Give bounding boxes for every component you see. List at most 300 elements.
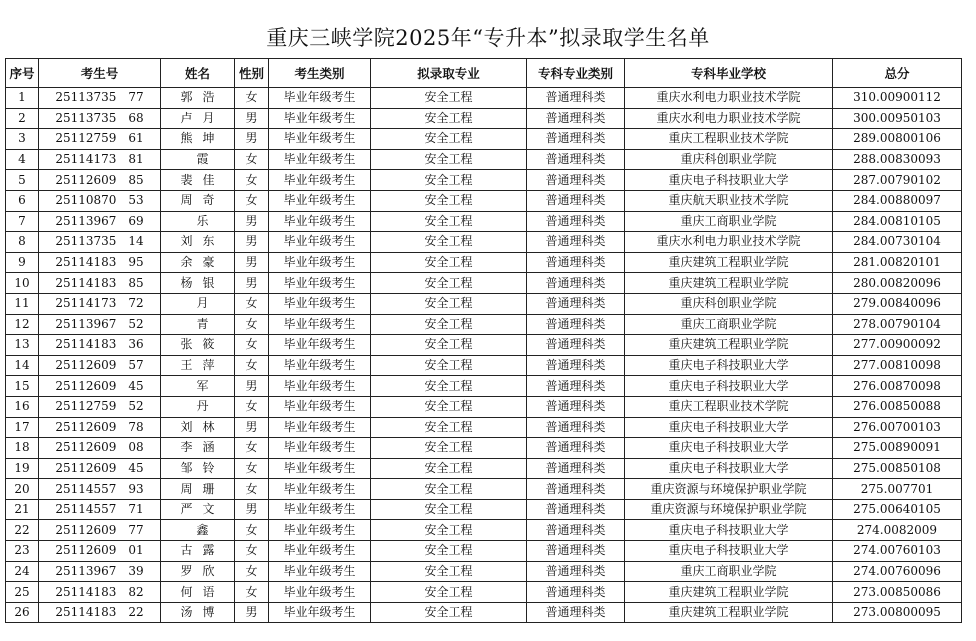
col-header-seq: 序号 — [6, 59, 39, 88]
cell-name — [161, 355, 235, 376]
cell-score: 284.00880097 — [833, 190, 962, 211]
name-given: 军 — [196, 378, 209, 393]
cell-major: 安全工程 — [371, 355, 527, 376]
redaction-mask — [193, 604, 203, 622]
name-surname: 裴 — [180, 172, 193, 187]
exam-id-head: 25114183 — [55, 584, 117, 599]
name-given: 萍 — [202, 358, 215, 373]
cell-category: 毕业年级考生 — [269, 479, 371, 500]
cell-category: 毕业年级考生 — [269, 149, 371, 170]
redaction-mask — [116, 130, 128, 148]
cell-score: 274.00760103 — [833, 541, 962, 562]
cell-score: 281.00820101 — [833, 252, 962, 273]
name-given: 铃 — [202, 460, 215, 475]
name-given: 鑫 — [196, 522, 209, 537]
name-given: 丹 — [196, 399, 209, 414]
redaction-mask — [116, 192, 128, 210]
cell-score: 276.00700103 — [833, 417, 962, 438]
name-given: 浩 — [202, 90, 215, 105]
table-row — [6, 232, 962, 253]
cell-spec: 普通理科类 — [527, 149, 625, 170]
cell-school: 重庆水利电力职业技术学院 — [625, 232, 833, 253]
table-row — [6, 273, 962, 294]
name-given: 银 — [202, 275, 215, 290]
cell-gender: 男 — [235, 602, 269, 623]
cell-score: 275.00890091 — [833, 438, 962, 459]
table-row — [6, 293, 962, 314]
cell-spec: 普通理科类 — [527, 438, 625, 459]
table-row — [6, 396, 962, 417]
cell-school: 重庆建筑工程职业学院 — [625, 602, 833, 623]
redaction-mask — [186, 377, 196, 395]
cell-exam-id — [39, 211, 161, 232]
table-row — [6, 170, 962, 191]
exam-id-head: 25113735 — [55, 90, 117, 105]
exam-id-tail: 36 — [128, 337, 144, 352]
cell-school: 重庆工程职业技术学院 — [625, 129, 833, 150]
table-row — [6, 129, 962, 150]
cell-category: 毕业年级考生 — [269, 273, 371, 294]
name-surname: 罗 — [180, 563, 193, 578]
cell-name — [161, 108, 235, 129]
cell-seq: 4 — [6, 149, 39, 170]
cell-major: 安全工程 — [371, 396, 527, 417]
exam-id-head: 25113735 — [55, 234, 117, 249]
cell-score: 289.00800106 — [833, 129, 962, 150]
cell-score: 275.007701 — [833, 479, 962, 500]
redaction-mask — [116, 336, 128, 354]
name-given: 东 — [202, 234, 215, 249]
cell-gender: 女 — [235, 520, 269, 541]
col-header-exam-id: 考生号 — [39, 59, 161, 88]
cell-school: 重庆工商职业学院 — [625, 211, 833, 232]
cell-school: 重庆电子科技职业大学 — [625, 541, 833, 562]
table-row — [6, 335, 962, 356]
cell-spec: 普通理科类 — [527, 293, 625, 314]
table-row — [6, 541, 962, 562]
cell-exam-id — [39, 88, 161, 109]
cell-name — [161, 438, 235, 459]
admission-table — [5, 58, 962, 623]
redaction-mask — [186, 295, 196, 313]
name-given: 青 — [196, 316, 209, 331]
exam-id-tail: 85 — [128, 275, 144, 290]
exam-id-tail: 53 — [128, 193, 144, 208]
redaction-mask — [186, 212, 196, 230]
col-header-category: 考生类别 — [269, 59, 371, 88]
cell-seq: 19 — [6, 458, 39, 479]
cell-school: 重庆建筑工程职业学院 — [625, 252, 833, 273]
redaction-mask — [193, 233, 203, 251]
name-given: 林 — [202, 419, 215, 434]
exam-id-tail: 77 — [128, 522, 144, 537]
cell-exam-id — [39, 582, 161, 603]
redaction-mask — [116, 295, 128, 313]
name-given: 博 — [202, 605, 215, 620]
cell-spec: 普通理科类 — [527, 170, 625, 191]
redaction-mask — [193, 439, 203, 457]
cell-name — [161, 211, 235, 232]
cell-gender: 女 — [235, 149, 269, 170]
redaction-mask — [186, 521, 196, 539]
cell-gender: 男 — [235, 252, 269, 273]
cell-name — [161, 129, 235, 150]
cell-score: 310.00900112 — [833, 88, 962, 109]
name-given: 文 — [202, 502, 215, 517]
cell-school: 重庆电子科技职业大学 — [625, 355, 833, 376]
cell-category: 毕业年级考生 — [269, 602, 371, 623]
cell-seq: 17 — [6, 417, 39, 438]
redaction-mask — [116, 89, 128, 107]
cell-name — [161, 376, 235, 397]
cell-major: 安全工程 — [371, 499, 527, 520]
cell-exam-id — [39, 252, 161, 273]
col-header-gender: 性别 — [235, 59, 269, 88]
exam-id-head: 25112609 — [55, 440, 117, 455]
cell-spec: 普通理科类 — [527, 376, 625, 397]
cell-category: 毕业年级考生 — [269, 541, 371, 562]
name-given: 月 — [196, 296, 209, 311]
redaction-mask — [116, 439, 128, 457]
col-header-score: 总分 — [833, 59, 962, 88]
name-surname: 古 — [180, 543, 193, 558]
cell-spec: 普通理科类 — [527, 458, 625, 479]
table-row — [6, 417, 962, 438]
name-given: 语 — [202, 584, 215, 599]
cell-category: 毕业年级考生 — [269, 335, 371, 356]
name-given: 欣 — [202, 563, 215, 578]
exam-id-tail: 68 — [128, 110, 144, 125]
cell-major: 安全工程 — [371, 273, 527, 294]
cell-name — [161, 417, 235, 438]
cell-spec: 普通理科类 — [527, 417, 625, 438]
cell-category: 毕业年级考生 — [269, 520, 371, 541]
cell-school: 重庆建筑工程职业学院 — [625, 582, 833, 603]
cell-school: 重庆电子科技职业大学 — [625, 520, 833, 541]
cell-seq: 13 — [6, 335, 39, 356]
cell-spec: 普通理科类 — [527, 190, 625, 211]
redaction-mask — [116, 377, 128, 395]
cell-major: 安全工程 — [371, 582, 527, 603]
exam-id-tail: 78 — [128, 419, 144, 434]
cell-gender: 男 — [235, 232, 269, 253]
page-title: 重庆三峡学院2025年“专升本”拟录取学生名单 — [266, 26, 710, 50]
cell-exam-id — [39, 520, 161, 541]
cell-spec: 普通理科类 — [527, 314, 625, 335]
cell-seq: 12 — [6, 314, 39, 335]
cell-gender: 女 — [235, 458, 269, 479]
cell-exam-id — [39, 293, 161, 314]
cell-category: 毕业年级考生 — [269, 252, 371, 273]
cell-gender: 男 — [235, 273, 269, 294]
cell-category: 毕业年级考生 — [269, 211, 371, 232]
col-header-school: 专科毕业学校 — [625, 59, 833, 88]
cell-major: 安全工程 — [371, 335, 527, 356]
cell-school: 重庆电子科技职业大学 — [625, 438, 833, 459]
redaction-mask — [116, 233, 128, 251]
cell-gender: 女 — [235, 335, 269, 356]
cell-spec: 普通理科类 — [527, 211, 625, 232]
redaction-mask — [193, 583, 203, 601]
cell-exam-id — [39, 149, 161, 170]
cell-category: 毕业年级考生 — [269, 293, 371, 314]
exam-id-tail: 82 — [128, 584, 144, 599]
exam-id-head: 25114173 — [55, 296, 117, 311]
cell-name — [161, 335, 235, 356]
cell-school: 重庆工商职业学院 — [625, 314, 833, 335]
exam-id-head: 25112609 — [55, 378, 117, 393]
cell-major: 安全工程 — [371, 438, 527, 459]
cell-name — [161, 499, 235, 520]
name-surname: 刘 — [180, 419, 193, 434]
exam-id-head: 25112759 — [55, 131, 117, 146]
exam-id-head: 25114183 — [55, 605, 117, 620]
name-surname: 周 — [180, 481, 193, 496]
cell-score: 275.00850108 — [833, 458, 962, 479]
cell-spec: 普通理科类 — [527, 396, 625, 417]
cell-category: 毕业年级考生 — [269, 417, 371, 438]
cell-gender: 男 — [235, 129, 269, 150]
table-row — [6, 479, 962, 500]
col-header-name: 姓名 — [161, 59, 235, 88]
cell-major: 安全工程 — [371, 190, 527, 211]
table-row — [6, 602, 962, 623]
redaction-mask — [116, 254, 128, 272]
table-row — [6, 314, 962, 335]
cell-school: 重庆科创职业学院 — [625, 149, 833, 170]
cell-category: 毕业年级考生 — [269, 190, 371, 211]
exam-id-tail: 72 — [128, 296, 144, 311]
cell-seq: 10 — [6, 273, 39, 294]
redaction-mask — [116, 109, 128, 127]
cell-spec: 普通理科类 — [527, 129, 625, 150]
name-given: 坤 — [202, 131, 215, 146]
cell-exam-id — [39, 438, 161, 459]
cell-seq: 9 — [6, 252, 39, 273]
exam-id-head: 25112609 — [55, 419, 117, 434]
cell-exam-id — [39, 335, 161, 356]
cell-gender: 男 — [235, 376, 269, 397]
exam-id-head: 25113967 — [55, 316, 117, 331]
cell-gender: 女 — [235, 438, 269, 459]
redaction-mask — [193, 418, 203, 436]
cell-spec: 普通理科类 — [527, 561, 625, 582]
name-given: 豪 — [202, 255, 215, 270]
name-surname: 杨 — [180, 275, 193, 290]
cell-score: 277.00900092 — [833, 335, 962, 356]
cell-name — [161, 149, 235, 170]
cell-gender: 男 — [235, 211, 269, 232]
table-row — [6, 355, 962, 376]
name-given: 月 — [202, 110, 215, 125]
cell-category: 毕业年级考生 — [269, 396, 371, 417]
table-row — [6, 108, 962, 129]
cell-exam-id — [39, 458, 161, 479]
cell-name — [161, 170, 235, 191]
cell-major: 安全工程 — [371, 376, 527, 397]
cell-score: 276.00850088 — [833, 396, 962, 417]
cell-exam-id — [39, 396, 161, 417]
cell-spec: 普通理科类 — [527, 479, 625, 500]
exam-id-head: 25113967 — [55, 563, 117, 578]
cell-category: 毕业年级考生 — [269, 376, 371, 397]
cell-category: 毕业年级考生 — [269, 129, 371, 150]
name-surname: 何 — [180, 584, 193, 599]
cell-category: 毕业年级考生 — [269, 314, 371, 335]
redaction-mask — [116, 521, 128, 539]
table-row — [6, 499, 962, 520]
exam-id-head: 25114557 — [55, 481, 117, 496]
cell-category: 毕业年级考生 — [269, 170, 371, 191]
cell-spec: 普通理科类 — [527, 520, 625, 541]
table-row — [6, 190, 962, 211]
cell-exam-id — [39, 314, 161, 335]
cell-major: 安全工程 — [371, 314, 527, 335]
cell-category: 毕业年级考生 — [269, 438, 371, 459]
cell-score: 288.00830093 — [833, 149, 962, 170]
cell-exam-id — [39, 170, 161, 191]
cell-name — [161, 602, 235, 623]
cell-seq: 24 — [6, 561, 39, 582]
cell-score: 273.00850086 — [833, 582, 962, 603]
name-surname: 邹 — [180, 460, 193, 475]
cell-school: 重庆资源与环境保护职业学院 — [625, 499, 833, 520]
cell-name — [161, 314, 235, 335]
cell-name — [161, 88, 235, 109]
cell-category: 毕业年级考生 — [269, 108, 371, 129]
redaction-mask — [186, 151, 196, 169]
cell-school: 重庆水利电力职业技术学院 — [625, 88, 833, 109]
redaction-mask — [193, 480, 203, 498]
cell-exam-id — [39, 232, 161, 253]
cell-name — [161, 582, 235, 603]
redaction-mask — [193, 336, 203, 354]
redaction-mask — [193, 192, 203, 210]
cell-name — [161, 190, 235, 211]
cell-spec: 普通理科类 — [527, 108, 625, 129]
cell-gender: 女 — [235, 396, 269, 417]
cell-seq: 21 — [6, 499, 39, 520]
cell-spec: 普通理科类 — [527, 602, 625, 623]
cell-major: 安全工程 — [371, 602, 527, 623]
cell-gender: 女 — [235, 541, 269, 562]
cell-seq: 3 — [6, 129, 39, 150]
cell-spec: 普通理科类 — [527, 355, 625, 376]
cell-school: 重庆电子科技职业大学 — [625, 170, 833, 191]
redaction-mask — [193, 171, 203, 189]
cell-exam-id — [39, 602, 161, 623]
exam-id-head: 25112609 — [55, 358, 117, 373]
exam-id-head: 25114183 — [55, 275, 117, 290]
cell-score: 280.00820096 — [833, 273, 962, 294]
cell-score: 300.00950103 — [833, 108, 962, 129]
cell-major: 安全工程 — [371, 129, 527, 150]
name-given: 涵 — [202, 440, 215, 455]
table-row — [6, 458, 962, 479]
exam-id-head: 25113967 — [55, 213, 117, 228]
redaction-mask — [193, 459, 203, 477]
cell-school: 重庆航天职业技术学院 — [625, 190, 833, 211]
cell-score: 274.0082009 — [833, 520, 962, 541]
cell-spec: 普通理科类 — [527, 582, 625, 603]
cell-exam-id — [39, 273, 161, 294]
cell-school: 重庆水利电力职业技术学院 — [625, 108, 833, 129]
cell-name — [161, 293, 235, 314]
table-row — [6, 252, 962, 273]
exam-id-head: 25110870 — [55, 193, 117, 208]
exam-id-tail: 77 — [128, 90, 144, 105]
redaction-mask — [193, 357, 203, 375]
cell-seq: 11 — [6, 293, 39, 314]
cell-name — [161, 273, 235, 294]
redaction-mask — [116, 398, 128, 416]
cell-seq: 6 — [6, 190, 39, 211]
name-surname: 李 — [180, 440, 193, 455]
cell-score: 274.00760096 — [833, 561, 962, 582]
cell-exam-id — [39, 417, 161, 438]
redaction-mask — [116, 480, 128, 498]
cell-school: 重庆建筑工程职业学院 — [625, 335, 833, 356]
exam-id-head: 25113735 — [55, 110, 117, 125]
table-row — [6, 376, 962, 397]
redaction-mask — [116, 315, 128, 333]
exam-id-tail: 95 — [128, 255, 144, 270]
cell-spec: 普通理科类 — [527, 252, 625, 273]
exam-id-tail: 45 — [128, 460, 144, 475]
redaction-mask — [116, 212, 128, 230]
cell-seq: 16 — [6, 396, 39, 417]
cell-school: 重庆电子科技职业大学 — [625, 417, 833, 438]
col-header-major: 拟录取专业 — [371, 59, 527, 88]
cell-gender: 女 — [235, 170, 269, 191]
name-surname: 刘 — [180, 234, 193, 249]
exam-id-tail: 39 — [128, 563, 144, 578]
exam-id-head: 25112609 — [55, 543, 117, 558]
cell-score: 284.00810105 — [833, 211, 962, 232]
cell-category: 毕业年级考生 — [269, 458, 371, 479]
cell-name — [161, 458, 235, 479]
exam-id-head: 25112609 — [55, 172, 117, 187]
cell-gender: 女 — [235, 582, 269, 603]
redaction-mask — [186, 398, 196, 416]
cell-exam-id — [39, 355, 161, 376]
cell-seq: 1 — [6, 88, 39, 109]
exam-id-head: 25114183 — [55, 255, 117, 270]
cell-major: 安全工程 — [371, 88, 527, 109]
redaction-mask — [116, 171, 128, 189]
cell-spec: 普通理科类 — [527, 273, 625, 294]
cell-exam-id — [39, 129, 161, 150]
cell-school: 重庆工商职业学院 — [625, 561, 833, 582]
cell-score: 276.00870098 — [833, 376, 962, 397]
cell-category: 毕业年级考生 — [269, 499, 371, 520]
exam-id-tail: 01 — [128, 543, 144, 558]
cell-name — [161, 520, 235, 541]
cell-name — [161, 232, 235, 253]
redaction-mask — [116, 459, 128, 477]
cell-major: 安全工程 — [371, 149, 527, 170]
table-body — [6, 88, 962, 623]
redaction-mask — [193, 562, 203, 580]
cell-major: 安全工程 — [371, 541, 527, 562]
cell-seq: 25 — [6, 582, 39, 603]
redaction-mask — [116, 604, 128, 622]
redaction-mask — [116, 418, 128, 436]
cell-major: 安全工程 — [371, 232, 527, 253]
cell-score: 277.00810098 — [833, 355, 962, 376]
name-given: 佳 — [202, 172, 215, 187]
cell-category: 毕业年级考生 — [269, 355, 371, 376]
